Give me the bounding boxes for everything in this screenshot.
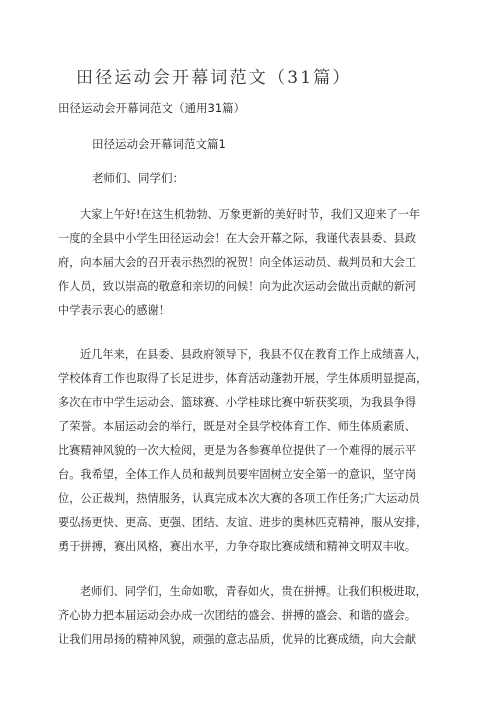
paragraph-line: 府，向本届大会的召开表示热烈的祝贺！向全体运动员、裁判员和大会工 — [58, 256, 417, 269]
paragraph-line: 作人员，致以崇高的敬意和亲切的问候！向为此次运动会做出贡献的新河 — [58, 280, 417, 293]
paragraph-line: 要弘扬更快、更高、更强、团结、友谊、进步的奥林匹克精神，服从安排， — [58, 516, 428, 529]
paragraph-3 — [58, 580, 442, 652]
paragraph-1 — [58, 203, 442, 323]
paragraph-line: 比赛精神风貌的一次大检阅，更是为各参赛单位提供了一个难得的展示平 — [58, 444, 417, 457]
greeting: 老师们、同学们： — [92, 171, 184, 185]
paragraph-line: 台。我希望，全体工作人员和裁判员要牢固树立安全第一的意识，坚守岗 — [58, 468, 417, 481]
paragraph-line: 中学表示衷心的感谢！ — [58, 304, 170, 317]
paragraph-line: 让我们用昂扬的精神风貌，顽强的意志品质，优异的比赛成绩，向大会献 — [58, 633, 417, 646]
section-heading: 田径运动会开幕词范文篇1 — [92, 137, 226, 151]
document-title: 田径运动会开幕词范文（31篇） — [76, 68, 352, 88]
paragraph-line: 大家上午好!在这生机勃勃、万象更新的美好时节，我们又迎来了一年 — [80, 208, 421, 221]
paragraph-line: 齐心协力把本届运动会办成一次团结的盛会、拼搏的盛会、和谐的盛会。 — [58, 609, 417, 622]
paragraph-line: 学校体育工作也取得了长足进步，体育活动蓬勃开展，学生体质明显提高， — [58, 372, 428, 385]
paragraph-line: 了荣誉。本届运动会的举行，既是对全县学校体育工作、师生体质素质、 — [58, 420, 417, 433]
paragraph-line: 位，公正裁判，热情服务，认真完成本次大赛的各项工作任务;广大运动员 — [58, 492, 420, 505]
paragraph-line: 一度的全县中小学生田径运动会！在大会开幕之际，我谨代表县委、县政 — [58, 232, 417, 245]
paragraph-line: 老师们、同学们，生命如歌，青春如火，贵在拼搏。让我们积极进取， — [80, 585, 427, 598]
document-subtitle: 田径运动会开幕词范文（通用31篇） — [58, 101, 246, 115]
paragraph-line: 多次在市中学生运动会、篮球赛、小学桂球比赛中斩获奖项，为我县争得 — [58, 396, 417, 409]
paragraph-line: 勇于拼搏，赛出风格，赛出水平，力争夺取比赛成绩和精神文明双丰收。 — [58, 540, 417, 553]
paragraph-line: 近几年来，在县委、县政府领导下，我县不仅在教育工作上成绩喜人， — [80, 348, 427, 361]
paragraph-2 — [58, 343, 442, 559]
